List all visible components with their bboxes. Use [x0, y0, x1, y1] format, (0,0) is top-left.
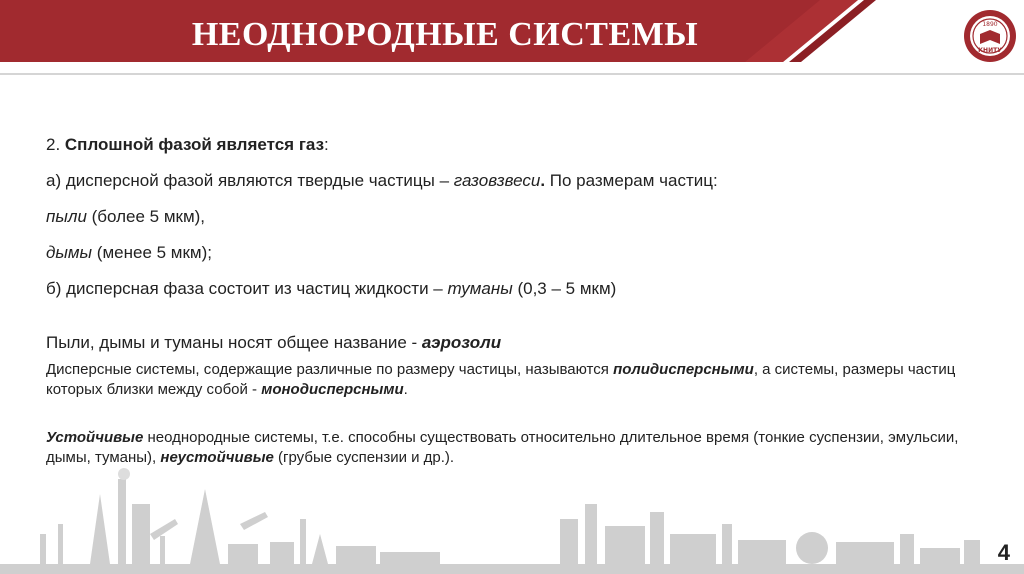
paragraph-polydisperse: Дисперсные системы, содержащие различные по размеру частицы, называются полидисперсными, а системы, размеры частиц которых близки между собой - монодисперсными. — [46, 361, 956, 398]
page-number: 4 — [997, 540, 1010, 565]
text-line-dust: пыли (более 5 мкм), — [46, 207, 206, 226]
slide-content — [46, 134, 986, 468]
svg-text:1890: 1890 — [982, 21, 998, 28]
text-line-aerosols: Пыли, дымы и туманы носят общее название - аэрозоли — [46, 333, 502, 352]
text-line-fog: б) дисперсная фаза состоит из частиц жидкости – туманы (0,3 – 5 мкм) — [46, 279, 617, 298]
text-line-dispersed-solid: а) дисперсной фазой являются твердые частицы – газовзвеси. По размерам частиц: — [46, 171, 718, 190]
university-logo — [962, 8, 1018, 64]
text-line-smoke: дымы (менее 5 мкм); — [46, 243, 212, 262]
text-line-continuous-phase: 2. Сплошной фазой является газ: — [46, 135, 329, 154]
industrial-skyline-decoration — [0, 464, 1024, 574]
title-banner — [0, 0, 1024, 90]
page-title: НЕОДНОРОДНЫЕ СИСТЕМЫ — [191, 16, 699, 53]
paragraph-stability: Устойчивые неоднородные системы, т.е. способны существовать относительно длительное время (тонкие суспензии, эмульсии, дымы, туманы), неустойчивые (грубые суспензии и др.). — [46, 429, 959, 466]
svg-text:КНИТУ: КНИТУ — [978, 47, 1002, 54]
